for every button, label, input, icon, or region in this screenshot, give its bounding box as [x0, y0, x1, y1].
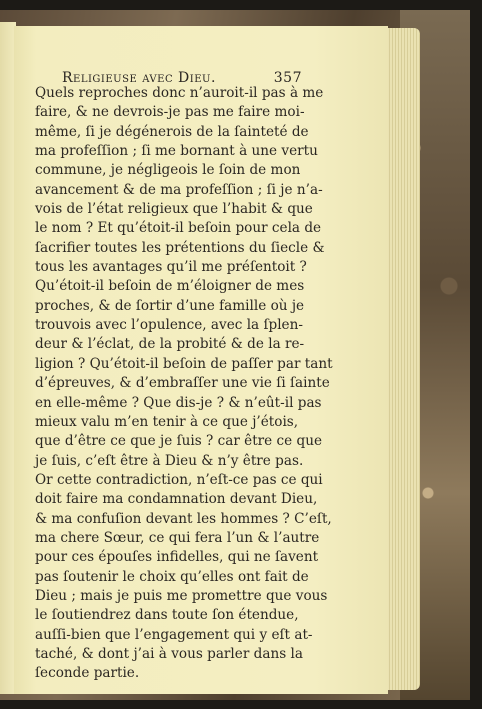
- text-line: le ſoutiendrez dans toute ſon étendue,: [35, 607, 299, 624]
- text-line: trouvois avec l’opulence, avec la ſplen-: [35, 317, 303, 334]
- text-line: ſacrifier toutes les prétentions du ſiecle &: [35, 239, 325, 256]
- text-line: & ma confuſion devant les hommes ? C’eſt,: [35, 510, 332, 527]
- text-line: pour ces épouſes infidelles, qui ne ſavent: [35, 549, 319, 566]
- text-line: faire, & ne devrois-je pas me faire moi-: [35, 104, 305, 121]
- text-line: Quels reproches donc n’auroit-il pas à me: [35, 85, 324, 101]
- body-text: [35, 84, 333, 684]
- text-line: d’épreuves, & d’embraſſer une vie ſi ſainte: [35, 375, 330, 392]
- text-line: je ſuis, c’eſt être à Dieu & n’y être pas.: [35, 452, 304, 469]
- text-line: ſeconde partie.: [35, 665, 140, 682]
- text-line: ligion ? Qu’étoit-il beſoin de paſſer par tant: [35, 355, 333, 372]
- text-line: auſſi-bien que l’engagement qui y eſt at-: [35, 626, 313, 643]
- text-line: Or cette contradiction, n’eſt-ce pas ce qui: [35, 471, 323, 488]
- text-line: ma chere Sœur, ce qui fera l’un & l’autre: [35, 529, 320, 546]
- page-edges: [384, 28, 420, 690]
- text-line: avancement & de ma profeſſion ; ſi je n’a-: [35, 181, 323, 198]
- text-line: en elle-même ? Que dis-je ? & n’eût-il pas: [35, 394, 322, 411]
- text-line: pas ſoutenir le choix qu’elles ont fait de: [35, 568, 309, 585]
- text-line: que d’être ce que je ſuis ? car être ce que: [35, 433, 323, 450]
- text-line: commune, je négligeois le ſoin de mon: [35, 162, 301, 179]
- text-line: tous les avantages qu’il me préſentoit ?: [35, 259, 307, 276]
- running-title: Religieuse avec Dieu.: [62, 70, 216, 86]
- text-line: proches, & de ſortir d’une famille où je: [35, 297, 305, 314]
- text-line: même, ſi je dégénerois de la ſainteté de: [35, 123, 309, 140]
- text-line: mieux valu m’en tenir à ce que j’étois,: [35, 413, 299, 430]
- text-line: doit faire ma condamnation devant Dieu,: [35, 491, 318, 508]
- text-line: deur & l’éclat, de la probité & de la re-: [35, 336, 305, 353]
- text-line: taché, & dont j’ai à vous parler dans la: [35, 645, 303, 662]
- text-line: ma profeſſion ; ſi me bornant à une vertu: [35, 143, 318, 160]
- text-line: le nom ? Et qu’étoit-il beſoin pour cela de: [35, 220, 322, 237]
- page-number: 357: [273, 70, 302, 86]
- text-line: Qu’étoit-il beſoin de m’éloigner de mes: [35, 278, 305, 295]
- text-line: Dieu ; mais je puis me promettre que vous: [35, 587, 328, 604]
- text-line: vois de l’état religieux que l’habit & que: [35, 201, 313, 218]
